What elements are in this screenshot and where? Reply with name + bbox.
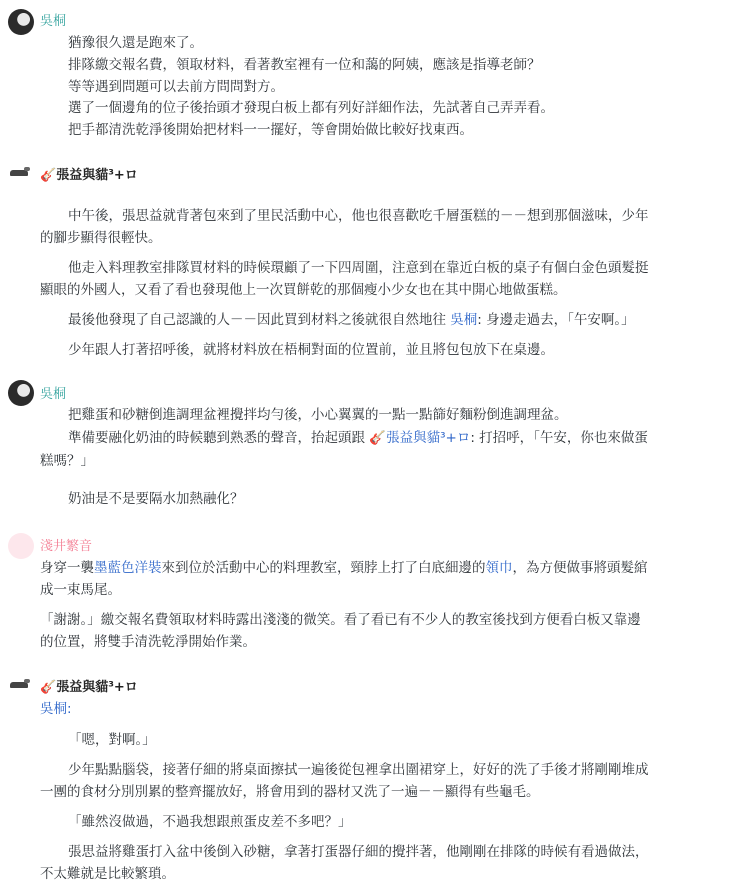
- author-name[interactable]: [40, 676, 138, 695]
- message-line: 奶油是不是要隔水加熱融化？: [68, 491, 244, 507]
- message-line: 「雖然沒做過，不過我想跟煎蛋皮差不多吧？」: [68, 814, 352, 830]
- message-line: 排隊繳交報名費，領取材料，看著教室裡有一位和藹的阿姨，應該是指導老師？: [68, 57, 541, 73]
- author-name[interactable]: 吳桐: [40, 387, 67, 402]
- message-line: 張思益將雞蛋打入盆中後倒入砂糖，拿著打蛋器仔細的攪拌著，他剛剛在排隊的時候有看過做法，: [68, 844, 649, 860]
- message-line: 糕嗎？」: [40, 453, 94, 469]
- author-label: 張益與貓³+ロ: [56, 168, 138, 183]
- text-span: 身穿一襲: [40, 560, 94, 576]
- message-line: 不太難就是比較繁瑣。: [40, 866, 175, 882]
- text-span: : 打招呼，「午安，你也來做蛋: [470, 430, 648, 446]
- message-line: 等等遇到問題可以去前方問問對方。: [68, 79, 284, 95]
- highlight-scarf: 領巾: [485, 560, 513, 576]
- message-line: [68, 310, 635, 330]
- avatar[interactable]: [8, 9, 34, 35]
- text-span: 來到位於活動中心的料理教室，頸脖上打了白底細邊的: [161, 560, 486, 576]
- avatar[interactable]: [8, 380, 34, 406]
- highlight-dress: 墨藍色洋裝: [94, 560, 162, 576]
- message-line: 「謝謝。」繳交報名費領取材料時露出淺淺的微笑。看了看已有不少人的教室後找到方便看白板又靠邊: [40, 612, 641, 628]
- message-line: 少年跟人打著招呼後，就將材料放在梧桐對面的位置前，並且將包包放下在桌邊。: [68, 342, 554, 358]
- message-line: [40, 558, 648, 578]
- mention-wutong[interactable]: 吳桐:: [40, 701, 72, 717]
- message-line: 選了一個邊角的位子後抬頭才發現白板上都有列好詳細作法，先試著自己弄弄看。: [68, 100, 554, 116]
- message-line: [68, 428, 648, 448]
- message-line: 把手都清洗乾淨後開始把材料一一擺好，等會開始做比較好找東西。: [68, 122, 473, 138]
- text-span: 準備要融化奶油的時候聽到熟悉的聲音，抬起頭跟: [68, 430, 365, 446]
- text-span: 最後他發現了自己認識的人－－因此買到材料之後就很自然地往: [68, 312, 446, 328]
- text-span: : 身邊走過去，「午安啊。」: [477, 312, 635, 328]
- message-line: 的腳步顯得很輕快。: [40, 230, 162, 246]
- message-line: 猶豫很久還是跑來了。: [68, 35, 203, 51]
- avatar[interactable]: [8, 678, 34, 692]
- author-name[interactable]: 吳桐: [40, 14, 67, 29]
- mention-zhangyi[interactable]: 🎸張益與貓³+ロ: [369, 430, 471, 446]
- guitar-icon: 🎸: [40, 680, 57, 695]
- message-line: 把雞蛋和砂糖倒進調理盆裡攪拌均勻後，小心翼翼的一點一點篩好麵粉倒進調理盆。: [68, 407, 568, 423]
- avatar[interactable]: [8, 533, 34, 559]
- message-line: 中午後，張思益就背著包來到了里民活動中心，他也很喜歡吃千層蛋糕的－－想到那個滋味，少年: [68, 208, 649, 224]
- text-span: ，為方便做事將頭髮綰: [512, 560, 648, 576]
- guitar-icon: 🎸: [40, 168, 57, 183]
- author-name[interactable]: [40, 164, 138, 183]
- author-name[interactable]: 淺井繁音: [40, 539, 93, 554]
- message-line: 一團的食材分別別累的整齊擺放好，將會用到的器材又洗了一遍－－顯得有些龜毛。: [40, 784, 540, 800]
- message-line: 他走入料理教室排隊買材料的時候環顧了一下四周圍，注意到在靠近白板的桌子有個白金色頭髮挺: [68, 260, 649, 276]
- message-line: 少年點點腦袋，接著仔細的將桌面擦拭一遍後從包裡拿出圍裙穿上，好好的洗了手後才將剛剛堆成: [68, 762, 649, 778]
- avatar[interactable]: [8, 166, 34, 180]
- message-line: 「嗯，對啊。」: [68, 732, 156, 748]
- author-label: 張益與貓³+ロ: [56, 680, 138, 695]
- message-line: 的位置，將雙手清洗乾淨開始作業。: [40, 634, 256, 650]
- message-line: 成一束馬尾。: [40, 582, 121, 598]
- message-line: 顯眼的外國人，又看了看也發現他上一次買餅乾的那個瘦小少女也在其中開心地做蛋糕。: [40, 282, 567, 298]
- mention-wutong[interactable]: 吳桐: [450, 312, 478, 328]
